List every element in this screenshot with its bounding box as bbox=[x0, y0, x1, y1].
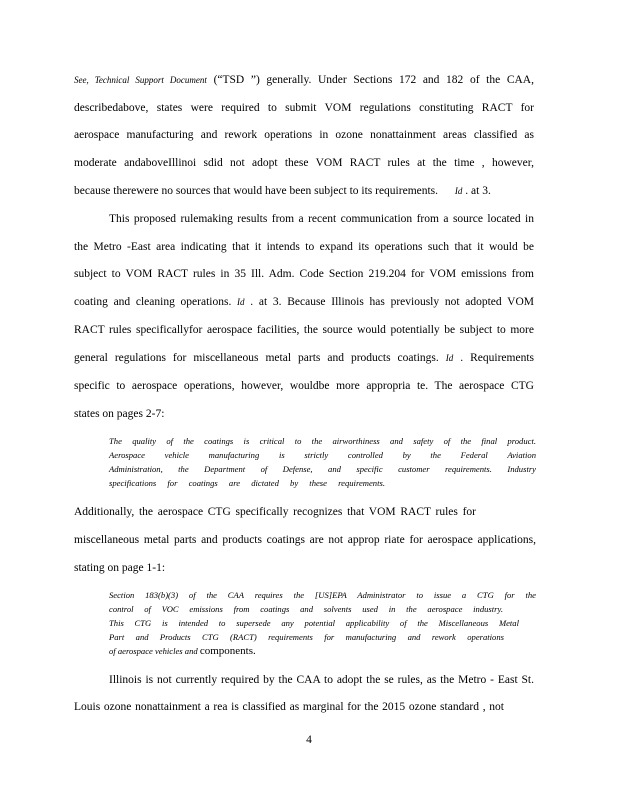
quote1-line-3: Administration, the Department of Defense, and specific customer requirements. Industry bbox=[109, 464, 536, 474]
p3-line-1: Additionally, the aerospace CTG specifically recognizes that VOM RACT rules for bbox=[74, 506, 476, 518]
id-citation: Id bbox=[454, 186, 463, 196]
id-citation: Id bbox=[237, 297, 245, 307]
p1-line-5 bbox=[74, 184, 534, 198]
quote2-components-word: components. bbox=[199, 645, 256, 657]
p1-line-1-text: (“TSD ”) generally. Under Sections 172 and 182 of the CAA, bbox=[213, 74, 534, 86]
p2-line-6-end: . Requirements bbox=[460, 352, 535, 364]
p2-line-6 bbox=[74, 351, 534, 365]
p2-line-4 bbox=[74, 295, 534, 309]
p1-line-1 bbox=[74, 73, 534, 87]
quote1-line-1: The quality of the coatings is critical to the airworthiness and safety of the final product. bbox=[109, 436, 536, 446]
p1-line-5-end: . at 3. bbox=[465, 185, 491, 197]
p2-line-8: states on pages 2-7: bbox=[74, 408, 165, 420]
p4-line-1: Illinois is not currently required by the CAA to adopt the se rules, as the Metro - East St. bbox=[109, 674, 534, 686]
tsd-citation: See, Technical Support Document bbox=[74, 75, 207, 85]
p2-line-3: subject to VOM RACT rules in 35 Ill. Adm. Code Section 219.204 for VOM emissions from bbox=[74, 268, 534, 280]
p3-line-2: miscellaneous metal parts and products coatings are not approp riate for aerospace applications, bbox=[74, 534, 536, 546]
p2-line-2: the Metro -East area indicating that it intends to expand its operations such that it would be bbox=[74, 241, 534, 253]
p2-line-4-end: . at 3. Because Illinois has previously not adopted VOM bbox=[250, 296, 534, 308]
quote2-line-5-text: of aerospace vehicles and bbox=[109, 646, 198, 656]
quote1-line-2: Aerospace vehicle manufacturing is strictly controlled by the Federal Aviation bbox=[109, 450, 536, 460]
p2-line-6-text: general regulations for miscellaneous metal parts and products coatings. bbox=[74, 352, 439, 364]
quote2-line-5 bbox=[109, 646, 536, 657]
p1-line-5-text: because therewere no sources that would have been subject to its requirements. bbox=[74, 185, 439, 197]
p1-line-2: describedabove, states were required to submit VOM regulations constituting RACT for bbox=[74, 102, 534, 114]
quote2-line-1: Section 183(b)(3) of the CAA requires the [US]EPA Administrator to issue a CTG for the bbox=[109, 590, 536, 600]
p2-line-7: specific to aerospace operations, however, wouldbe more appropria te. The aerospace CTG bbox=[74, 380, 534, 392]
quote2-line-2: control of VOC emissions from coatings and solvents used in the aerospace industry. bbox=[109, 604, 503, 614]
p1-line-4: moderate andaboveIllinoi sdid not adopt these VOM RACT rules at the time , however, bbox=[74, 157, 534, 169]
p1-line-3: aerospace manufacturing and rework operations in ozone nonattainment areas classified as bbox=[74, 129, 534, 141]
p2-line-5: RACT rules specificallyfor aerospace facilities, the source would potentially be subject to more bbox=[74, 324, 534, 336]
quote2-line-3: This CTG is intended to supersede any potential applicability of the Miscellaneous Metal bbox=[109, 618, 519, 628]
p2-line-4-text: coating and cleaning operations. bbox=[74, 296, 232, 308]
p4-line-2: Louis ozone nonattainment a rea is classified as marginal for the 2015 ozone standard , not bbox=[74, 701, 504, 713]
page-number: 4 bbox=[306, 734, 312, 746]
quote2-line-4: Part and Products CTG (RACT) requirements for manufacturing and rework operations bbox=[109, 632, 504, 642]
p2-line-1: This proposed rulemaking results from a recent communication from a source located in bbox=[109, 213, 534, 225]
id-citation: Id bbox=[445, 353, 454, 363]
quote1-line-4: specifications for coatings are dictated by these requirements. bbox=[109, 478, 385, 488]
p3-line-3: stating on page 1-1: bbox=[74, 562, 166, 574]
